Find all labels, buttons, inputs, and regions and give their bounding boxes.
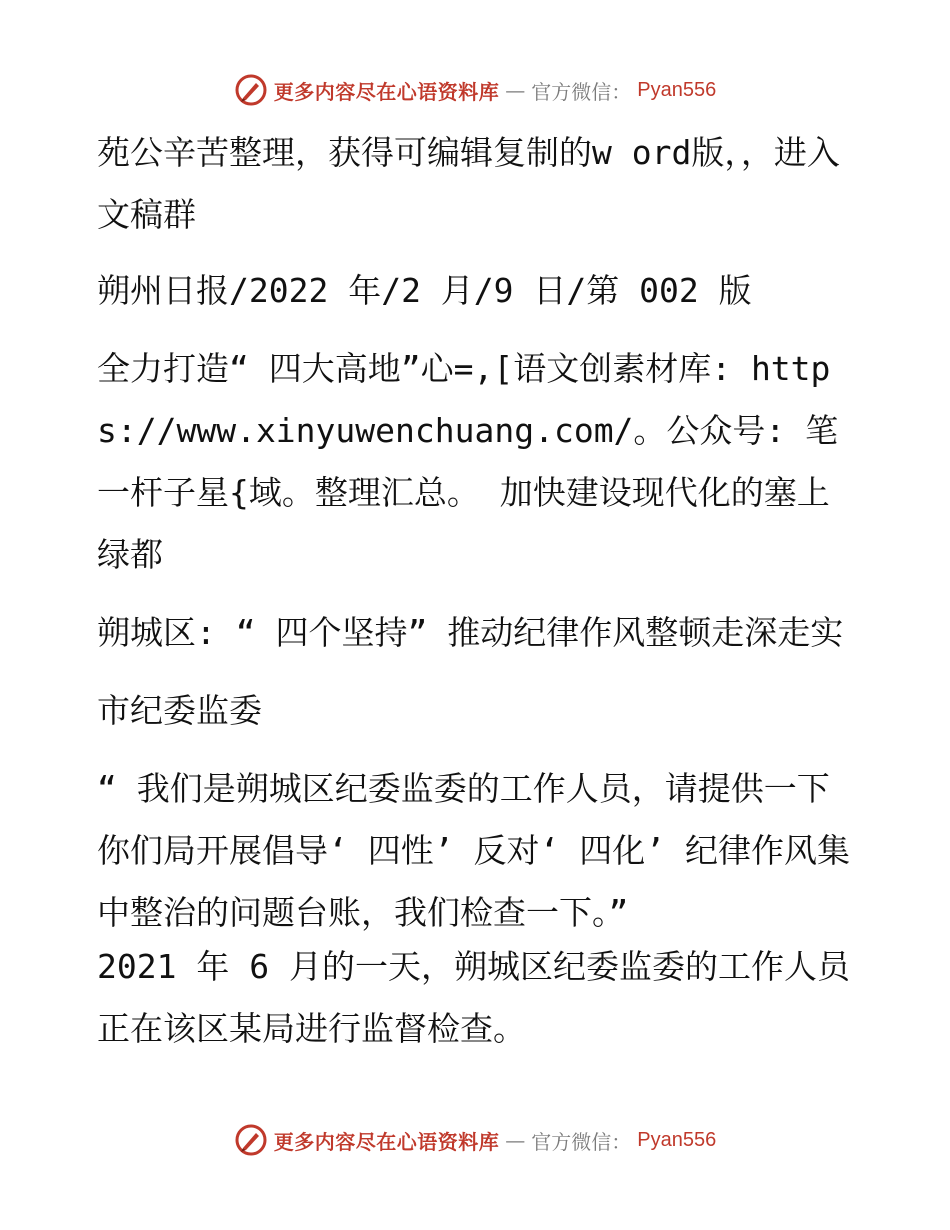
watermark-label: 官方微信：	[531, 79, 632, 104]
watermark-id: Pyan556	[637, 78, 717, 101]
pen-logo-icon	[234, 73, 268, 107]
paragraph-headline: 全力打造“ 四大高地”心=,[语文创素材库: https://www.xinyuwenchuang.com/。公众号: 笔一杆子星{域。整理汇总。 加快建设现代化的塞上绿都	[97, 349, 839, 574]
paragraph-source: 朔州日报/2022 年/2 月/9 日/第 002 版	[97, 271, 752, 310]
watermark-separator: —	[505, 78, 526, 102]
watermark-site: 更多内容尽在心语资料库	[273, 1129, 500, 1154]
pen-logo-icon	[234, 1123, 268, 1157]
header-watermark	[0, 70, 950, 110]
watermark-separator: —	[505, 1128, 526, 1152]
paragraph-quote: “ 我们是朔城区纪委监委的工作人员，请提供一下你们局开展倡导‘ 四性’ 反对‘ 四化’ 纪律作风集中整治的问题台账，我们检查一下。”	[97, 769, 850, 932]
paragraph-intro: 苑公辛苦整理，获得可编辑复制的w ord版，，进入文稿群	[97, 133, 840, 234]
paragraph-body: 2021 年 6 月的一天，朔城区纪委监委的工作人员正在该区某局进行监督检查。	[97, 947, 850, 1048]
paragraph-subheadline: 朔城区: “ 四个坚持” 推动纪律作风整顿走深走实	[97, 613, 844, 652]
footer-watermark	[0, 1120, 950, 1160]
watermark-id: Pyan556	[637, 1128, 717, 1151]
watermark-site: 更多内容尽在心语资料库	[273, 79, 500, 104]
paragraph-author: 市纪委监委	[97, 691, 262, 730]
watermark-label: 官方微信：	[531, 1129, 632, 1154]
document-body	[97, 122, 857, 1060]
